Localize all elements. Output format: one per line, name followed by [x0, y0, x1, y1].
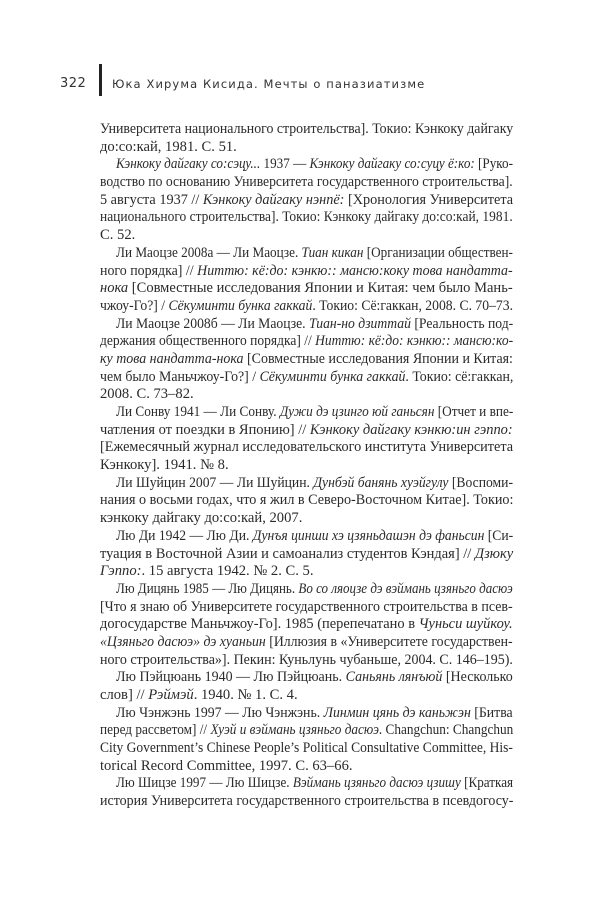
- italic-title: Кэнкоку дайгаку со:суцу ё:ко:: [309, 156, 475, 173]
- text-line: [100, 422, 513, 440]
- line-content: [116, 156, 513, 174]
- italic-title: Кэнкоку дайгаку нэнпё:: [202, 191, 345, 208]
- text-line: [100, 351, 513, 369]
- bibliography-text: [100, 121, 513, 811]
- text-segment: держания общественного порядка] //: [100, 333, 316, 350]
- line-content: [100, 722, 513, 740]
- line-content: [100, 793, 513, 811]
- running-title: Юка Хирума Кисида. Мечты о паназиатизме: [112, 77, 426, 91]
- italic-title: «Цзяньго дасюэ» дэ хуаньин: [100, 633, 266, 650]
- text-segment: Университета национального строительства]. Токио: Кэнкоку дайгаку: [100, 121, 514, 137]
- text-segment: чжоу-Го?] /: [100, 297, 169, 314]
- bibliography-entry-start-line: [100, 581, 513, 599]
- line-content: [116, 245, 513, 263]
- italic-title: Сёкуминти бунка гаккай: [259, 368, 406, 385]
- text-line: [100, 333, 513, 351]
- italic-title: Чуньси шуйкоу.: [418, 616, 513, 633]
- text-segment: ного строительства»]. Пекин: Куньлунь чубаньше, 2004. С. 146–195).: [100, 651, 513, 668]
- text-segment: Лю Пэйцюань 1940 — Лю Пэйцюань.: [116, 669, 346, 686]
- text-segment: догосударстве Маньчжоу-Го]. 1985 (перепечатано в: [100, 616, 419, 633]
- line-content: [116, 475, 513, 493]
- line-content: [100, 121, 513, 139]
- text-segment: слов] //: [100, 687, 149, 703]
- text-segment: [Краткая: [460, 775, 514, 792]
- text-segment: [Си-: [484, 527, 514, 544]
- line-content: [100, 616, 513, 634]
- text-segment: перед рассветом] //: [100, 722, 211, 739]
- italic-title: ку това нандатта-нока: [100, 350, 244, 367]
- text-line: [100, 634, 513, 652]
- text-segment: 2008. С. 73–82.: [100, 386, 194, 403]
- text-segment: torical Record Committee, 1997. С. 63–66.: [100, 757, 353, 774]
- line-content: [100, 510, 302, 528]
- italic-title: Сёкуминти бунка гаккай: [168, 297, 313, 314]
- line-content: [100, 280, 513, 298]
- text-line: [100, 192, 513, 210]
- text-line: [100, 439, 513, 457]
- line-content: [100, 174, 513, 192]
- line-content: [100, 369, 513, 387]
- text-line: [100, 652, 513, 670]
- text-segment: [Руко-: [474, 156, 513, 173]
- text-line: [100, 386, 513, 404]
- bibliography-entry-start-line: [100, 475, 513, 493]
- text-segment: [Хронология Университета: [344, 191, 514, 208]
- text-line: [100, 599, 513, 617]
- line-content: [100, 439, 513, 457]
- line-content: [100, 687, 298, 705]
- line-content: [100, 227, 135, 245]
- text-segment: чатления от поездки в Японию] //: [100, 421, 310, 438]
- bibliography-entry-start-line: [100, 528, 513, 546]
- text-segment: Ли Шуйцин 2007 — Ли Шуйцин.: [116, 474, 314, 491]
- line-content: [100, 386, 194, 404]
- text-segment: [Организации обществен-: [363, 244, 513, 261]
- text-segment: Ли Маоцзе 2008а — Ли Маоцзе.: [116, 244, 302, 261]
- bibliography-entry-start-line: [100, 669, 513, 687]
- line-content: [116, 316, 513, 334]
- italic-title: Ниттю: кё:до: кэнкю:: мансю:коку това нандатта-: [197, 262, 513, 279]
- italic-title: Ниттю: кё:до: кэнкю:: мансю:ко-: [315, 333, 514, 350]
- text-line: [100, 174, 513, 192]
- text-line: [100, 492, 513, 510]
- italic-title: Тиан кикан: [301, 244, 364, 261]
- italic-title: Дунбэй банянь хуэйгулу: [313, 474, 449, 491]
- text-segment: . 15 августа 1942. № 2. С. 5.: [141, 563, 314, 580]
- text-segment: [Что я знаю об Университете государственного строительства в псев-: [100, 598, 513, 615]
- text-line: [100, 722, 513, 740]
- line-content: [100, 263, 513, 281]
- line-content: [100, 351, 513, 369]
- text-segment: 5 августа 1937 //: [100, 191, 203, 208]
- line-content: [116, 528, 513, 546]
- italic-title: Хуэй и вэймань цзяньго дасюэ: [210, 722, 379, 739]
- text-line: [100, 139, 513, 157]
- text-segment: Лю Чэнжэнь 1997 — Лю Чэнжэнь.: [116, 704, 324, 721]
- text-segment: нания о восьми годах, что я жил в Северо-Восточном Китае]. Токио:: [100, 492, 514, 509]
- italic-title: Дужи дэ цзинго юй ганьсян: [279, 404, 435, 420]
- text-segment: ного порядка] //: [100, 262, 198, 279]
- line-content: [116, 775, 513, 793]
- text-segment: водство по основанию Университета государственного строительства].: [100, 174, 513, 191]
- line-content: [100, 457, 229, 475]
- text-segment: Ли Сонву 1941 — Ли Сонву.: [116, 404, 280, 420]
- italic-title: Дунъя цинши хэ цзяньдашэн дэ фаньсин: [252, 527, 485, 544]
- text-line: [100, 510, 513, 528]
- line-content: [116, 669, 513, 687]
- italic-title: Линмин цянь дэ каньжэн: [323, 704, 471, 721]
- bibliography-entry-start-line: [100, 245, 513, 263]
- text-segment: Лю Шицзе 1997 — Лю Шицзе.: [116, 775, 293, 792]
- text-segment: . Токио: Сё:гаккан, 2008. С. 70–73.: [312, 297, 513, 314]
- line-content: [100, 298, 513, 316]
- italic-title: Дзюку: [474, 545, 514, 562]
- page-number: 322: [60, 76, 87, 91]
- text-segment: [Совместные исследования Японии и Китая:: [243, 350, 513, 367]
- text-segment: Лю Дицянь 1985 — Лю Дицянь.: [116, 580, 299, 597]
- bibliography-entry-start-line: [100, 775, 513, 793]
- text-segment: City Government’s Chinese People’s Political Consultative Committee, His-: [100, 740, 513, 757]
- header-divider: [99, 64, 102, 96]
- line-content: [100, 422, 513, 440]
- text-segment: [Совместные исследования Японии и Китая: чем было Мань-: [128, 280, 513, 297]
- line-content: [100, 139, 237, 157]
- text-line: [100, 209, 513, 227]
- text-segment: . Changchun: Changchun: [378, 722, 514, 739]
- text-line: [100, 546, 513, 564]
- text-line: [100, 687, 513, 705]
- text-segment: С. 52.: [100, 227, 136, 244]
- text-line: [100, 616, 513, 634]
- text-segment: [Воспоми-: [448, 474, 514, 491]
- text-segment: Лю Ди 1942 — Лю Ди.: [116, 527, 253, 544]
- text-line: [100, 263, 513, 281]
- line-content: [100, 546, 513, 564]
- italic-title: Рэймэй: [148, 687, 194, 703]
- line-content: [100, 563, 313, 581]
- italic-title: Саньянь лянъюй: [345, 669, 443, 686]
- italic-title: Кэнкоку дайгаку кэнкю:ин гэппо:: [309, 421, 513, 438]
- text-segment: . 1940. № 1. С. 4.: [193, 687, 298, 703]
- bibliography-entry-start-line: [100, 404, 513, 422]
- text-line: [100, 457, 513, 475]
- text-segment: кэнкоку дайгаку до:со:кай, 2007.: [100, 510, 303, 527]
- text-line: [100, 758, 513, 776]
- text-segment: [Иллюзия в «Университете государствен-: [265, 633, 513, 650]
- italic-title: Тиан-но дзиттай: [308, 315, 411, 332]
- bibliography-entry-start-line: [100, 156, 513, 174]
- line-content: [100, 333, 513, 351]
- italic-title: Кэнкоку дайгаку со:сэцу...: [116, 156, 261, 173]
- text-segment: [Отчет и впе-: [434, 404, 514, 420]
- line-content: [100, 599, 513, 617]
- text-segment: туация в Восточной Азии и самоанализ студентов Кэндая] //: [100, 545, 475, 562]
- line-content: [100, 758, 353, 776]
- line-content: [116, 404, 513, 422]
- text-segment: [Реальность под-: [410, 315, 514, 332]
- text-segment: [Несколько: [442, 669, 513, 686]
- bibliography-entry-start-line: [100, 705, 513, 723]
- text-segment: национального строительства]. Токио: Кэнкоку дайгаку до:со:кай, 1981.: [100, 209, 513, 226]
- line-content: [100, 652, 513, 670]
- text-line: [100, 740, 513, 758]
- text-line: [100, 280, 513, 298]
- line-content: [100, 209, 513, 227]
- text-segment: чем было Маньчжоу-Го?] /: [100, 368, 260, 385]
- italic-title: Во со ляоцзе дэ вэймань цзяньго дасюэ: [298, 580, 513, 597]
- text-line: [100, 563, 513, 581]
- bibliography-entry-start-line: [100, 316, 513, 334]
- text-segment: до:со:кай, 1981. С. 51.: [100, 138, 237, 155]
- line-content: [100, 192, 513, 210]
- text-segment: 1937 —: [260, 156, 310, 173]
- text-line: [100, 369, 513, 387]
- italic-title: нока: [100, 280, 129, 297]
- line-content: [116, 705, 513, 723]
- line-content: [100, 634, 513, 652]
- italic-title: Вэймань цзяньго дасюэ цзишу: [292, 775, 461, 792]
- text-line: [100, 793, 513, 811]
- text-segment: Кэнкоку]. 1941. № 8.: [100, 457, 229, 474]
- text-segment: [Битва: [470, 704, 513, 721]
- italic-title: Гэппо:: [100, 563, 142, 580]
- line-content: [100, 492, 513, 510]
- text-line: [100, 227, 513, 245]
- text-segment: история Университета государственного строительства в псевдогосу-: [100, 793, 514, 810]
- line-content: [100, 740, 513, 758]
- text-segment: . Токио: сё:гаккан,: [405, 368, 514, 385]
- text-segment: Ли Маоцзе 2008б — Ли Маоцзе.: [116, 315, 309, 332]
- line-content: [116, 581, 513, 599]
- text-segment: [Ежемесячный журнал исследовательского института Университета: [100, 439, 514, 456]
- text-line: [100, 121, 513, 139]
- text-line: [100, 298, 513, 316]
